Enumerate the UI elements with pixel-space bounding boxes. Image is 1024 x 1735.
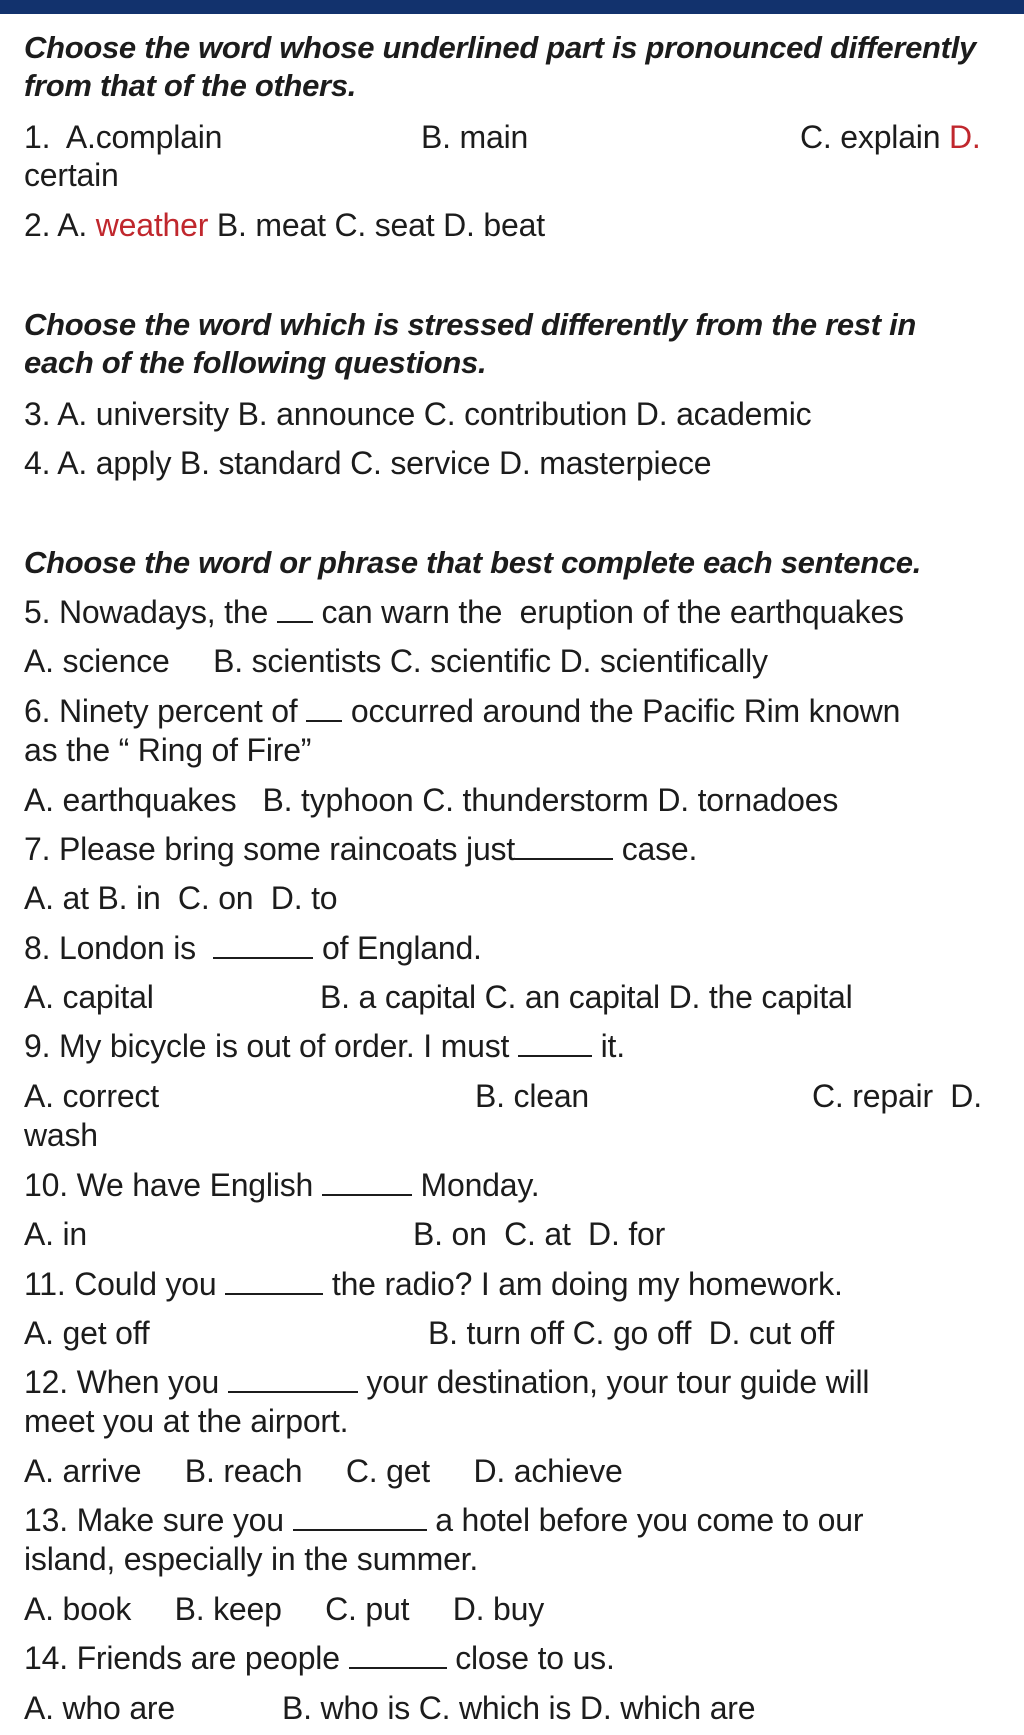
q13-stem: [24, 1500, 863, 1540]
q7-options: A. at B. in C. on D. to: [24, 880, 338, 916]
q1-option-a: 1. A.complain: [24, 119, 223, 155]
q11-options-rest: B. turn off C. go off D. cut off: [428, 1315, 835, 1351]
q10-blank: [322, 1168, 412, 1196]
q6-blank: [306, 694, 342, 722]
q5-post: can warn the eruption of the earthquakes: [312, 594, 904, 630]
q9-blank: [518, 1029, 592, 1057]
q13-blank: [293, 1503, 427, 1531]
q3-row: 3. A. university B. announce C. contribution D. academic: [24, 396, 812, 432]
q1-option-b: B. main: [421, 119, 529, 155]
q10-options-rest: B. on C. at D. for: [413, 1216, 666, 1252]
q11-pre: 11. Could you: [24, 1266, 226, 1302]
pronunciation-heading-line1: Choose the word whose underlined part is pronounced differently: [24, 30, 976, 65]
q1-option-c: C. explain: [800, 119, 949, 155]
q7-post: case.: [613, 831, 698, 867]
q6-stem-line2: as the “ Ring of Fire”: [24, 732, 312, 768]
q10-stem: [24, 1165, 539, 1205]
q6-stem: [24, 691, 900, 731]
completion-heading: Choose the word or phrase that best complete each sentence.: [24, 545, 922, 580]
q14-post: close to us.: [446, 1640, 615, 1676]
q7-pre: 7. Please bring some raincoats just: [24, 831, 516, 867]
q8-stem: [24, 928, 482, 968]
q5-blank: [277, 595, 313, 623]
q11-stem: [24, 1264, 843, 1304]
q12-post: your destination, your tour guide will: [357, 1364, 870, 1400]
q12-stem: [24, 1362, 869, 1402]
q1-option-c-d: [800, 117, 981, 157]
q11-option-a: A. get off: [24, 1315, 150, 1351]
q4-row: 4. A. apply B. standard C. service D. masterpiece: [24, 445, 712, 481]
q6-pre: 6. Ninety percent of: [24, 693, 307, 729]
q14-option-a: A. who are: [24, 1690, 175, 1726]
q9-option-d-word: wash: [24, 1117, 98, 1153]
q5-pre: 5. Nowadays, the: [24, 594, 277, 630]
stress-heading-line2: each of the following questions.: [24, 345, 487, 380]
q1-option-d-word: certain: [24, 157, 119, 193]
q10-post: Monday.: [411, 1167, 540, 1203]
q11-post: the radio? I am doing my homework.: [323, 1266, 843, 1302]
q13-stem-line2: island, especially in the summer.: [24, 1541, 479, 1577]
q13-post: a hotel before you come to our: [426, 1502, 864, 1538]
q12-stem-line2: meet you at the airport.: [24, 1403, 349, 1439]
q7-stem: [24, 829, 697, 869]
q2-number: 2. A.: [24, 207, 96, 243]
q7-blank: [515, 832, 613, 860]
q9-stem: [24, 1026, 625, 1066]
q14-pre: 14. Friends are people: [24, 1640, 349, 1676]
q9-post: it.: [591, 1028, 625, 1064]
pronunciation-heading-line2: from that of the others.: [24, 68, 357, 103]
q6-options: A. earthquakes B. typhoon C. thunderstorm D. tornadoes: [24, 782, 839, 818]
q2-rest: B. meat C. seat D. beat: [208, 207, 545, 243]
q10-option-a: A. in: [24, 1216, 88, 1252]
q8-options-rest: B. a capital C. an capital D. the capital: [320, 979, 853, 1015]
q14-options-rest: B. who is C. which is D. which are: [282, 1690, 756, 1726]
q13-options: A. book B. keep C. put D. buy: [24, 1591, 545, 1627]
stress-heading-line1: Choose the word which is stressed differently from the rest in: [24, 307, 917, 342]
q1-option-d-letter: D.: [949, 119, 981, 155]
q14-blank: [349, 1641, 447, 1669]
q9-option-b: B. clean: [475, 1078, 590, 1114]
q11-blank: [225, 1267, 323, 1295]
q12-pre: 12. When you: [24, 1364, 228, 1400]
q14-stem: [24, 1638, 615, 1678]
q8-pre: 8. London is: [24, 930, 214, 966]
q2-option-a-word: weather: [95, 207, 209, 243]
q2-row: [24, 205, 545, 245]
q8-option-a: A. capital: [24, 979, 154, 1015]
q6-post: occurred around the Pacific Rim known: [342, 693, 901, 729]
q12-blank: [228, 1365, 358, 1393]
q9-option-c: C. repair D.: [812, 1078, 982, 1114]
top-bar: [0, 0, 1024, 14]
q9-option-a: A. correct: [24, 1078, 159, 1114]
q12-options: A. arrive B. reach C. get D. achieve: [24, 1453, 623, 1489]
q10-pre: 10. We have English: [24, 1167, 322, 1203]
q9-pre: 9. My bicycle is out of order. I must: [24, 1028, 518, 1064]
q8-post: of England.: [313, 930, 482, 966]
q13-pre: 13. Make sure you: [24, 1502, 293, 1538]
q5-stem: [24, 592, 904, 632]
q5-options: A. science B. scientists C. scientific D. scientifically: [24, 643, 768, 679]
q8-blank: [213, 931, 313, 959]
